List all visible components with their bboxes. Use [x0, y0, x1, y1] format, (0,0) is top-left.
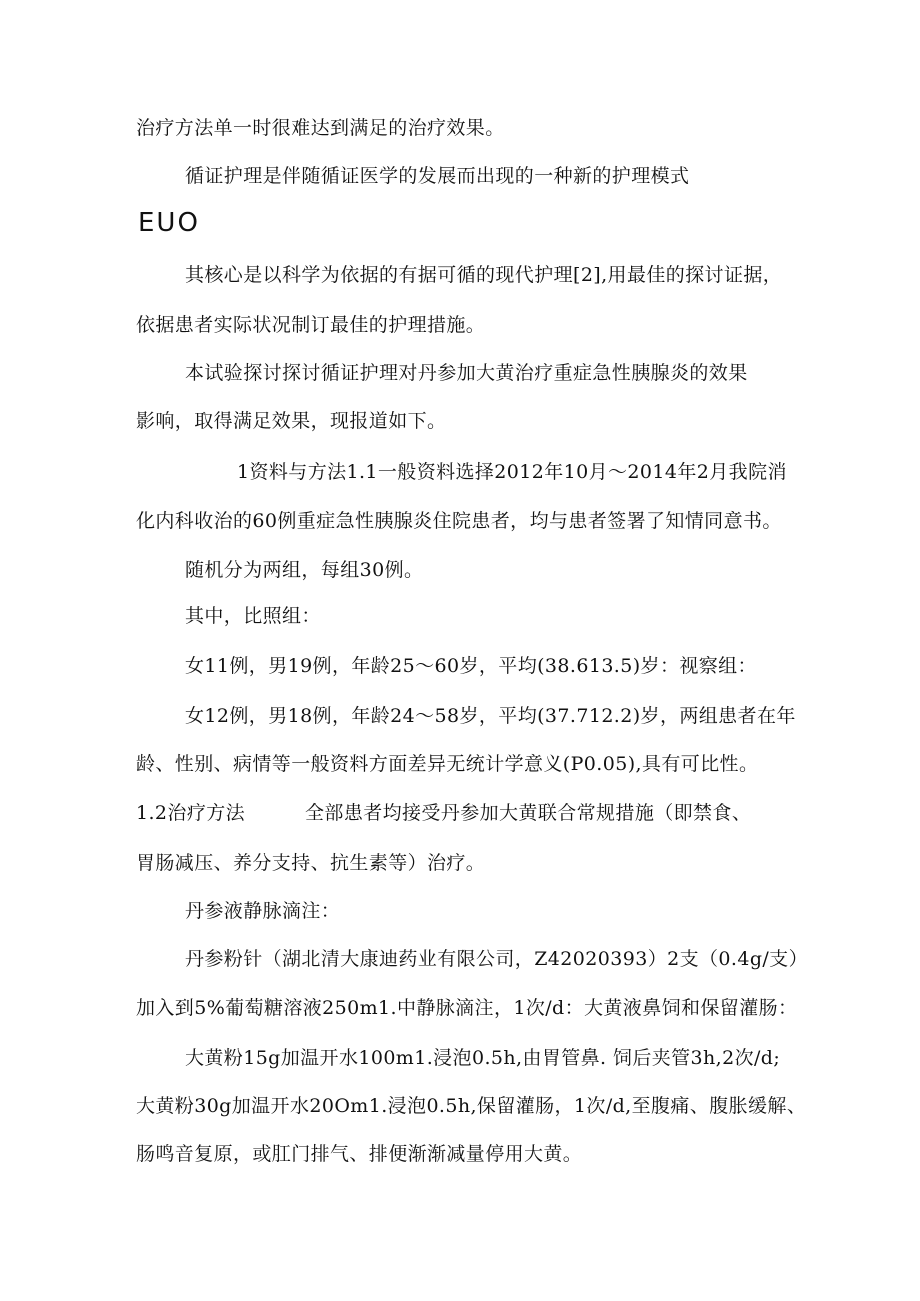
text-line: 丹参粉针（湖北清大康迪药业有限公司，Z42020393）2支（0.4g/支）	[185, 948, 808, 970]
text-line: 治疗方法单一时很难达到满足的治疗效果。	[136, 117, 505, 139]
text-line: 随机分为两组，每组30例。	[185, 559, 424, 581]
text-line: 龄、性别、病情等一般资料方面差异无统计学意义(P0.05),具有可比性。	[136, 753, 759, 775]
text-line	[136, 800, 751, 826]
text-line: 化内科收治的60例重症急性胰腺炎住院患者，均与患者签署了知情同意书。	[136, 510, 782, 532]
text-line: 1资料与方法1.1一般资料选择2012年10月～2014年2月我院消	[237, 461, 787, 483]
section-text: 全部患者均接受丹参加大黄联合常规措施（即禁食、	[305, 802, 752, 824]
text-line: 胃肠减压、养分支持、抗生素等）治疗。	[136, 852, 486, 874]
text-line: 丹参液静脉滴注：	[185, 900, 341, 922]
text-line: 其中，比照组：	[185, 605, 321, 627]
text-line: 肠鸣音复原，或肛门排气、排便渐渐减量停用大黄。	[136, 1143, 583, 1165]
text-line: EUO	[138, 208, 200, 238]
text-line: 其核心是以科学为依据的有据可循的现代护理[2],用最佳的探讨证据，	[185, 264, 783, 286]
text-line: 加入到5%葡萄糖溶液250m1.中静脉滴注，1次/d：大黄液鼻饲和保留灌肠：	[136, 997, 798, 1019]
text-line: 循证护理是伴随循证医学的发展而出现的一种新的护理模式	[185, 165, 690, 187]
text-line: 女12例，男18例，年龄24～58岁，平均(37.712.2)岁，两组患者在年	[185, 705, 796, 727]
text-line: 女11例，男19例，年龄25～60岁，平均(38.613.5)岁：视察组：	[185, 655, 757, 677]
section-heading: 1.2治疗方法	[136, 802, 246, 824]
text-line: 大黄粉30g加温开水20Om1.浸泡0.5h,保留灌肠，1次/d,至腹痛、腹胀缓解、	[136, 1095, 807, 1117]
text-line: 依据患者实际状况制订最佳的护理措施。	[136, 314, 486, 336]
text-line: 本试验探讨探讨循证护理对丹参加大黄治疗重症急性胰腺炎的效果	[185, 362, 748, 384]
text-line: 影响，取得满足效果，现报道如下。	[136, 410, 447, 432]
text-line: 大黄粉15g加温开水100m1.浸泡0.5h,由胃管鼻. 饲后夹管3h,2次/d;	[185, 1047, 781, 1069]
